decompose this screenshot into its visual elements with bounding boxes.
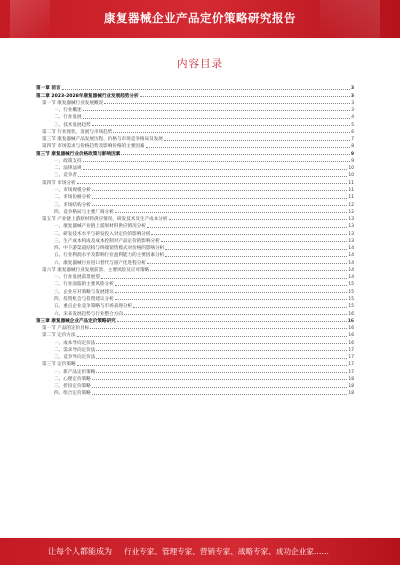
toc-entry[interactable] [36, 200, 354, 207]
toc-entry[interactable] [36, 215, 354, 222]
toc-entry[interactable] [36, 266, 354, 273]
toc-leader-dots [147, 262, 348, 264]
toc-leader-dots [140, 95, 350, 97]
table-of-contents [36, 84, 354, 396]
toc-entry[interactable] [36, 280, 354, 287]
toc-entry-label: 五、重点企业竞争策略与市场表现分析 [54, 304, 133, 310]
report-header [0, 0, 400, 38]
toc-entry-label: 第一章 前言 [36, 86, 61, 92]
toc-entry[interactable] [36, 222, 354, 229]
toc-leader-dots [92, 204, 348, 206]
toc-entry[interactable] [36, 157, 354, 164]
toc-leader-dots [83, 168, 348, 170]
toc-leader-dots [101, 277, 347, 279]
toc-entry-page: 10 [348, 166, 354, 172]
toc-entry-page: 6 [351, 129, 354, 135]
toc-entry-page: 17 [348, 362, 354, 368]
toc-leader-dots [133, 306, 347, 308]
toc-entry[interactable] [36, 99, 354, 106]
toc-leader-dots [169, 218, 348, 220]
toc-entry-label: 第一节 康复器械行业发展概况 [42, 100, 104, 106]
toc-entry-label: 五、行业利润水平及影响行业盈利能力的主要因素分析 [54, 253, 165, 259]
toc-leader-dots [92, 189, 348, 191]
footer-slogan-right: 行业专家、管理专家、营销专家、战略专家、成功企业家…… [124, 547, 330, 556]
toc-entry[interactable] [36, 149, 354, 156]
toc-leader-dots [115, 284, 348, 286]
toc-entry-label: 一、新产品定价策略 [54, 369, 96, 375]
toc-leader-dots [92, 124, 350, 126]
toc-entry-label: 四、投资机会与投资建议分析 [54, 296, 114, 302]
report-title: 康复器械企业产品定价策略研究报告 [104, 11, 296, 25]
toc-entry[interactable] [36, 353, 354, 360]
toc-entry-label: 第三节 康复器械产品发展历程、价格与市场竞争格局及发展 [42, 137, 163, 143]
toc-leader-dots [96, 357, 347, 359]
toc-entry[interactable] [36, 317, 354, 324]
toc-leader-dots [83, 117, 351, 119]
toc-entry-label: 三、生产成本构成及成本控制对产品定价的影响分析 [54, 238, 160, 244]
toc-leader-dots [78, 175, 347, 177]
toc-entry[interactable] [36, 229, 354, 236]
toc-entry-page: 13 [348, 238, 354, 244]
toc-entry-page: 16 [348, 311, 354, 317]
toc-entry-label: 二、研发技术水平与研发投入对定价的影响分析 [54, 231, 151, 237]
toc-entry-label: 六、未来发展趋势与行业整合方向 [54, 311, 123, 317]
toc-leader-dots [117, 320, 347, 322]
toc-entry-page: 3 [350, 93, 354, 99]
toc-entry-page: 13 [348, 217, 354, 223]
footer-slogan-left: 让每个人都能成为 [48, 547, 112, 556]
toc-entry-page: 17 [348, 347, 354, 353]
toc-entry[interactable] [36, 258, 354, 265]
toc-entry-label: 三、折扣定价策略 [54, 384, 91, 390]
toc-entry-label: 二、行业发展 [54, 115, 82, 121]
toc-entry-page: 14 [348, 253, 354, 259]
toc-entry[interactable] [36, 193, 354, 200]
toc-entry-page: 15 [348, 296, 354, 302]
toc-entry-label: 第二节 定价方法 [42, 333, 76, 339]
toc-entry-page: 17 [348, 369, 354, 375]
toc-entry-page: 18 [348, 391, 354, 397]
toc-entry[interactable] [36, 382, 354, 389]
toc-leader-dots [92, 386, 348, 388]
toc-heading: 内容目录 [177, 58, 223, 70]
toc-entry-label: 一、行业概述 [54, 108, 82, 114]
toc-entry-page: 7 [351, 137, 354, 143]
toc-entry[interactable] [36, 375, 354, 382]
toc-leader-dots [83, 109, 351, 111]
toc-leader-dots [92, 378, 348, 380]
toc-entry[interactable] [36, 295, 354, 302]
toc-entry-page: 11 [348, 187, 354, 193]
toc-leader-dots [77, 335, 348, 337]
toc-entry-page: 18 [348, 376, 354, 382]
toc-entry-label: 二、行业面临的主要风险分析 [54, 282, 114, 288]
toc-entry[interactable] [36, 389, 354, 396]
toc-entry-page: 16 [347, 318, 354, 324]
toc-leader-dots [161, 240, 348, 242]
toc-leader-dots [96, 349, 347, 351]
toc-entry-label: 第三章 康复器械企业产品定价策略研究 [36, 318, 116, 324]
toc-entry[interactable] [36, 324, 354, 331]
toc-entry[interactable] [36, 287, 354, 294]
toc-leader-dots [165, 248, 347, 250]
toc-entry-label: 四、组合定价策略 [54, 391, 91, 397]
toc-leader-dots [77, 182, 348, 184]
toc-leader-dots [104, 102, 350, 104]
toc-entry-label: 第五节 产业链上游原材料供应情况、研发技术及生产成本分析 [42, 217, 168, 223]
toc-entry-page: 16 [348, 326, 354, 332]
toc-entry-label: 三、技术发展趋势 [54, 122, 91, 128]
toc-entry-page: 18 [348, 384, 354, 390]
toc-entry[interactable] [36, 237, 354, 244]
toc-entry-label: 四、中下游渠道结构与终端销售模式对价格的影响分析 [54, 246, 165, 252]
toc-entry-label: 二、法律法规 [54, 166, 82, 172]
toc-entry[interactable] [36, 164, 354, 171]
toc-entry[interactable] [36, 208, 354, 215]
toc-entry-label: 三、企业应对策略与发展建议 [54, 289, 114, 295]
toc-entry-label: 六、康复器械行业进口替代与国产化进程分析 [54, 260, 146, 266]
toc-entry[interactable] [36, 302, 354, 309]
toc-entry[interactable] [36, 186, 354, 193]
toc-entry[interactable] [36, 360, 354, 367]
toc-entry[interactable] [36, 367, 354, 374]
toc-entry[interactable] [36, 113, 354, 120]
toc-entry[interactable] [36, 120, 354, 127]
toc-entry-page: 14 [348, 260, 354, 266]
toc-entry-label: 一、康复器械产业链上游原材料供应情况分析 [54, 224, 146, 230]
toc-leader-dots [115, 291, 348, 293]
toc-entry-label: 第二节 行业现状、发展与市场趋势 [42, 129, 113, 135]
toc-leader-dots [92, 393, 348, 395]
toc-entry-page: 12 [348, 209, 354, 215]
toc-entry-page: 9 [351, 158, 354, 164]
toc-entry-page: 9 [350, 151, 354, 157]
toc-leader-dots [115, 211, 348, 213]
report-footer [0, 538, 400, 565]
toc-entry-page: 3 [350, 86, 354, 92]
toc-entry-page: 14 [348, 267, 354, 273]
toc-leader-dots [92, 197, 348, 199]
toc-leader-dots [62, 88, 350, 90]
toc-entry[interactable] [36, 84, 354, 91]
toc-entry-page: 11 [348, 180, 354, 186]
toc-leader-dots [151, 233, 347, 235]
toc-entry[interactable] [36, 178, 354, 185]
toc-leader-dots [124, 313, 347, 315]
toc-entry[interactable] [36, 142, 354, 149]
toc-entry-page: 16 [348, 340, 354, 346]
toc-leader-dots [150, 269, 347, 271]
toc-leader-dots [147, 226, 348, 228]
toc-entry-label: 第四节 市场分析 [42, 180, 76, 186]
toc-leader-dots [115, 298, 348, 300]
toc-entry-label: 三、市场结构分析 [54, 202, 91, 208]
toc-entry-label: 第四节 市场需求与价格趋势及影响价格的主要因素 [42, 144, 145, 150]
toc-entry-page: 13 [348, 224, 354, 230]
toc-entry-label: 第二章 2023-2028年康复器械行业发展趋势分析 [36, 93, 139, 99]
toc-entry-page: 14 [348, 246, 354, 252]
toc-entry[interactable] [36, 331, 354, 338]
toc-leader-dots [165, 255, 347, 257]
toc-entry[interactable] [36, 244, 354, 251]
toc-leader-dots [146, 146, 351, 148]
toc-leader-dots [90, 327, 347, 329]
toc-entry-page: 14 [348, 275, 354, 281]
toc-entry[interactable] [36, 128, 354, 135]
toc-leader-dots [77, 364, 348, 366]
toc-entry-page: 4 [351, 115, 354, 121]
toc-entry-page: 17 [348, 355, 354, 361]
toc-leader-dots [83, 160, 351, 162]
toc-entry-label: 三、竞争导向定价法 [54, 355, 96, 361]
toc-entry-label: 二、心理定价策略 [54, 376, 91, 382]
toc-entry-label: 一、市场规模分析 [54, 187, 91, 193]
toc-entry-label: 第六节 康复器械行业发展前景、主要风险及应对策略 [42, 267, 150, 273]
toc-entry-label: 一、政策支持 [54, 158, 82, 164]
toc-leader-dots [96, 371, 347, 373]
toc-leader-dots [113, 131, 350, 133]
toc-entry-page: 3 [351, 100, 354, 106]
toc-entry-page: 11 [348, 195, 354, 201]
toc-entry-page: 10 [348, 173, 354, 179]
toc-entry-page: 3 [351, 108, 354, 114]
toc-entry[interactable] [36, 346, 354, 353]
toc-entry-page: 15 [348, 282, 354, 288]
toc-entry-label: 二、市场份额分析 [54, 195, 91, 201]
toc-leader-dots [164, 139, 350, 141]
toc-entry-label: 一、行业发展前景展望 [54, 275, 100, 281]
toc-entry-page: 15 [348, 304, 354, 310]
toc-entry-label: 三、竞争者 [54, 173, 77, 179]
toc-entry-label: 四、竞争格局与主要厂商分析 [54, 209, 114, 215]
toc-entry-label: 一、成本导向定价法 [54, 340, 96, 346]
toc-entry[interactable] [36, 106, 354, 113]
toc-entry[interactable] [36, 91, 354, 98]
toc-entry[interactable] [36, 171, 354, 178]
toc-entry-page: 12 [348, 202, 354, 208]
toc-entry[interactable] [36, 309, 354, 316]
toc-entry-page: 13 [348, 231, 354, 237]
toc-entry-label: 第三节 定价策略 [42, 362, 76, 368]
toc-entry-label: 第一节 产品的定价目标 [42, 326, 90, 332]
toc-leader-dots [121, 153, 350, 155]
toc-entry-page: 5 [351, 122, 354, 128]
toc-entry[interactable] [36, 135, 354, 142]
toc-entry-page: 15 [348, 289, 354, 295]
toc-leader-dots [96, 342, 347, 344]
toc-entry[interactable] [36, 338, 354, 345]
toc-entry-page: 16 [348, 333, 354, 339]
toc-entry-label: 第三节 康复器械行业价格政策与影响因素 [36, 151, 121, 157]
toc-entry[interactable] [36, 251, 354, 258]
toc-entry[interactable] [36, 273, 354, 280]
toc-entry-page: 8 [351, 144, 354, 150]
toc-entry-label: 二、需求导向定价法 [54, 347, 96, 353]
